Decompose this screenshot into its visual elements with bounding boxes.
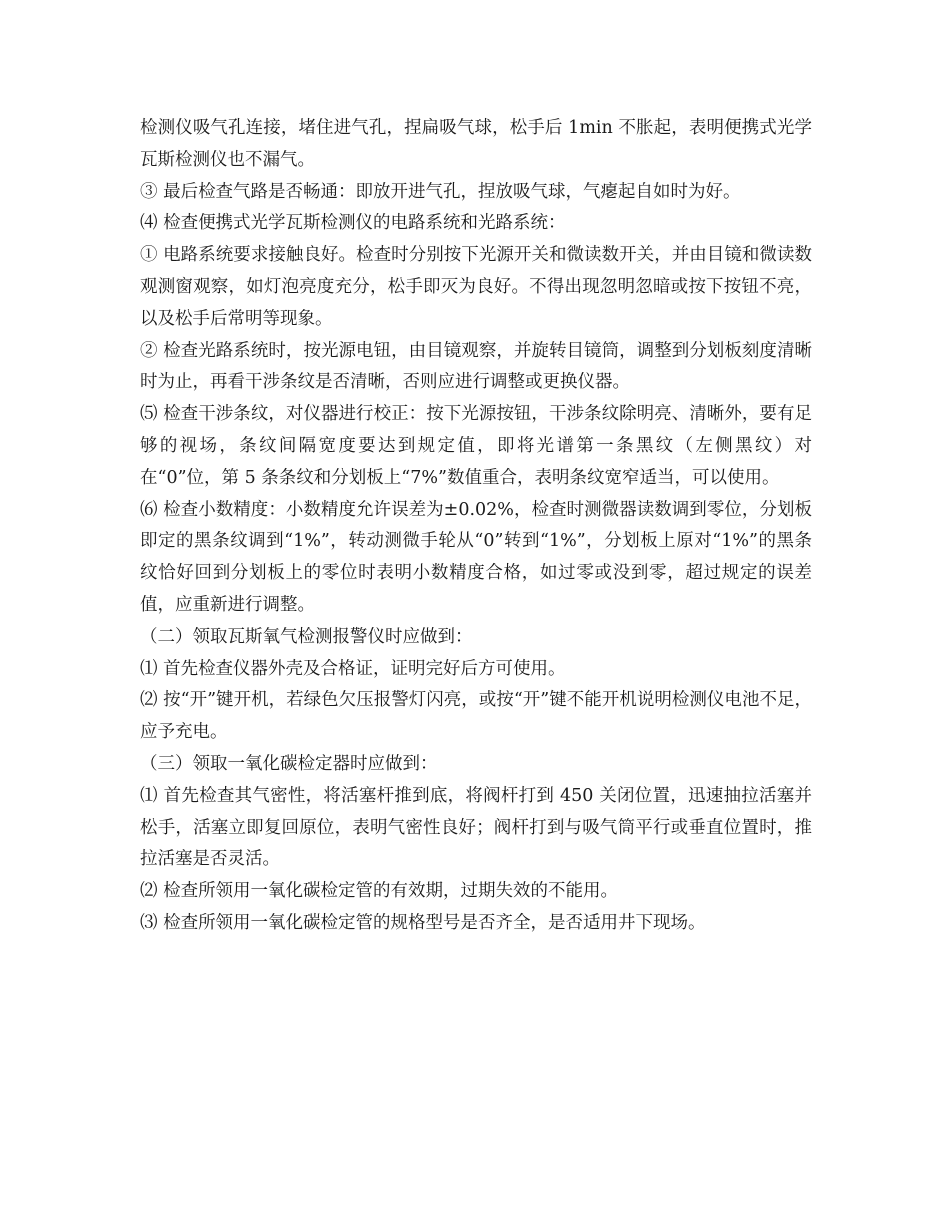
paragraph-oxygen-power-on: ⑵ 按“开”键开机，若绿色欠压报警灯闪亮，或按“开”键不能开机说明检测仪电池不足，应予充电。 <box>140 690 812 743</box>
section-heading-oxygen-alarm: （二）领取瓦斯氧气检测报警仪时应做到： <box>140 626 473 647</box>
paragraph-gas-detector-leak-test: 检测仪吸气孔连接，堵住进气孔，捏扁吸气球，松手后 1min 不胀起，表明便携式光学瓦斯检测仪也不漏气。 <box>140 118 813 170</box>
paragraph-co-tube-spec: ⑶ 检查所领用一氧化碳检定管的规格型号是否齐全，是否适用井下现场。 <box>140 912 706 933</box>
paragraph-airway-check: ③ 最后检查气路是否畅通：即放开进气孔，捏放吸气球，气瘪起自如时为好。 <box>140 181 741 202</box>
paragraph-circuit-optical-heading: ⑷ 检查便携式光学瓦斯检测仪的电路系统和光路系统： <box>140 213 566 234</box>
paragraph-oxygen-case-check: ⑴ 首先检查仪器外壳及合格证，证明完好后方可使用。 <box>140 658 566 679</box>
paragraph-circuit-system: ① 电路系统要求接触良好。检查时分别按下光源开关和微读数开关，并由目镜和微读数观测窗观察，如灯泡亮度充分，松手即灭为良好。不得出现忽明忽暗或按下按钮不亮，以及松手后常明等现象。 <box>140 245 812 329</box>
paragraph-interference-fringe: ⑸ 检查干涉条纹，对仪器进行校正：按下光源按钮，干涉条纹除明亮、清晰外，要有足够的视场，条纹间隔宽度要达到规定值，即将光谱第一条黑纹（左侧黑纹）对在“0”位，第 5 条条纹和分划板上“7%”数值重合，表明条纹宽窄适当，可以使用。 <box>140 404 812 488</box>
paragraph-co-airtightness: ⑴ 首先检查其气密性，将活塞杆推到底，将阀杆打到 450 关闭位置，迅速抽拉活塞并松手，活塞立即复回原位，表明气密性良好；阀杆打到与吸气筒平行或垂直位置时，推拉活塞是否灵活。 <box>140 785 812 870</box>
paragraph-decimal-precision: ⑹ 检查小数精度：小数精度允许误差为±0.02%，检查时测微器读数调到零位，分划板即定的黑条纹调到“1%”，转动测微手轮从“0”转到“1%”，分划板上原对“1%”的黑条纹恰好回到分划板上的零位时表明小数精度合格，如过零或没到零，超过规定的误差值，应重新进行调整。 <box>140 499 812 615</box>
paragraph-co-tube-expiry: ⑵ 检查所领用一氧化碳检定管的有效期，过期失效的不能用。 <box>140 881 619 902</box>
paragraph-optical-system: ② 检查光路系统时，按光源电钮，由目镜观察，并旋转目镜筒，调整到分划板刻度清晰时为止，再看干涉条纹是否清晰，否则应进行调整或更换仪器。 <box>140 340 812 393</box>
section-heading-co-detector: （三）领取一氧化碳检定器时应做到： <box>140 753 438 774</box>
document-body <box>140 113 812 940</box>
